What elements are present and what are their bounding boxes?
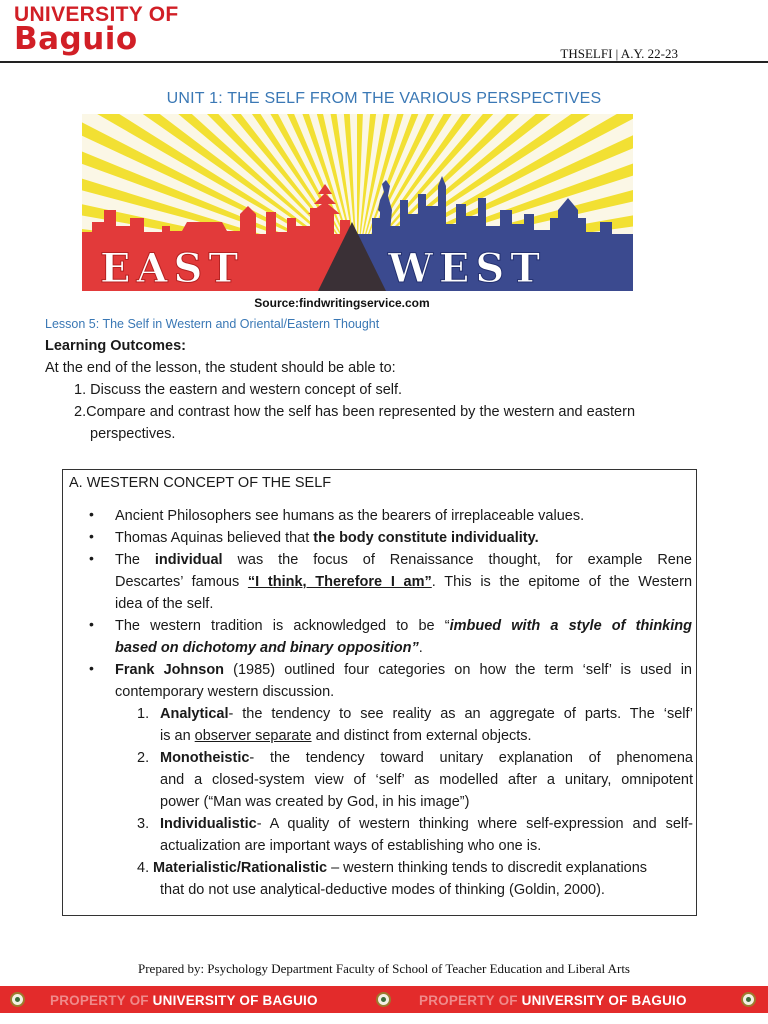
bullet-individual-line-3: idea of the self. — [115, 596, 214, 612]
banner-west-word: WEST — [388, 245, 547, 291]
image-source: Source:findwritingservice.com — [254, 296, 430, 310]
outcome-item-1: 1. Discuss the eastern and western concept of self. — [74, 382, 403, 398]
university-seal-icon — [10, 992, 25, 1007]
bullet-frank-johnson-line-2: contemporary western discussion. — [115, 684, 335, 700]
list-number: 1. — [137, 706, 150, 722]
bullet-ancient-philosophers: Ancient Philosophers see humans as the bearers of irreplaceable values. — [115, 508, 585, 524]
emphasis-text: the body constitute individuality. — [313, 530, 539, 546]
emphasis-text: imbued with a style of thinking — [449, 618, 692, 634]
category-monotheistic-line-1 — [160, 747, 693, 769]
bullet-icon: • — [89, 528, 94, 544]
bullet-individual-line-2 — [115, 571, 692, 593]
text-span: – western thinking tends to discredit explanations — [327, 860, 648, 876]
learning-outcomes-intro: At the end of the lesson, the student should be able to: — [45, 360, 396, 376]
western-concept-box — [62, 469, 697, 916]
footer-lit-text: UNIVERSITY OF BAGUIO — [152, 993, 318, 1008]
outcome-item-2-continued: perspectives. — [90, 426, 176, 442]
text-span: - the tendency toward unitary explanation of phenomena — [249, 750, 693, 766]
university-logo — [14, 4, 179, 55]
list-number: 4. — [137, 860, 150, 876]
text-span: - A quality of western thinking where self-expression and self- — [256, 816, 693, 832]
text-span: Thomas Aquinas believed that — [115, 530, 314, 546]
footer-dim-text: PROPERTY OF — [419, 993, 518, 1008]
bullet-icon: • — [89, 616, 94, 632]
east-west-banner — [82, 114, 633, 291]
text-span: Descartes’ famous — [115, 574, 248, 590]
bullet-individual-line-1 — [115, 549, 692, 571]
banner-east-word: EAST — [100, 245, 245, 291]
list-number: 3. — [137, 816, 150, 832]
unit-title: UNIT 1: THE SELF FROM THE VARIOUS PERSPECTIVES — [166, 90, 602, 107]
category-analytical-line-2 — [160, 725, 532, 747]
emphasis-text: Analytical — [160, 706, 229, 722]
bullet-western-tradition-line-1 — [115, 615, 692, 637]
course-code: THSELFI | A.Y. 22-23 — [560, 46, 678, 61]
category-materialistic-line-1 — [153, 857, 647, 879]
emphasis-text: based on dichotomy and binary opposition” — [115, 640, 419, 656]
text-span: is an — [160, 728, 195, 744]
emphasis-text: Materialistic/Rationalistic — [153, 860, 328, 876]
header-divider — [0, 61, 768, 63]
footer-lit-text: UNIVERSITY OF BAGUIO — [521, 993, 687, 1008]
emphasis-text: individual — [154, 552, 223, 568]
category-materialistic-line-2: that do not use analytical-deductive modes of thinking (Goldin, 2000). — [160, 882, 605, 898]
footer-label-right — [419, 993, 687, 1008]
category-individualistic-line-2: actualization are important ways of establishing who one is. — [160, 838, 542, 854]
logo-bottom-text: Baguio — [14, 21, 138, 57]
lesson-title: Lesson 5: The Self in Western and Oriental/Eastern Thought — [45, 317, 380, 331]
bullet-icon: • — [89, 506, 94, 522]
bullet-thomas-aquinas — [115, 527, 539, 549]
category-analytical-line-1 — [160, 703, 693, 725]
bullet-western-tradition-line-2 — [115, 637, 423, 659]
list-number: 2. — [137, 750, 150, 766]
category-monotheistic-line-2: and a closed-system view of ‘self’ as modelled after a unitary, omnipotent — [160, 772, 693, 788]
descartes-quote: “I think, Therefore I am” — [247, 574, 432, 590]
learning-outcomes-heading: Learning Outcomes: — [45, 338, 186, 354]
text-span: - the tendency to see reality as an aggregate of parts. The ‘self’ — [228, 706, 693, 722]
text-span: The western tradition is acknowledged to be “ — [115, 618, 450, 634]
footer-dim-text: PROPERTY OF — [50, 993, 149, 1008]
bullet-icon: • — [89, 660, 94, 676]
text-span: The — [115, 552, 155, 568]
text-span: was the focus of Renaissance thought, for example Rene — [222, 552, 693, 568]
prepared-by-note: Prepared by: Psychology Department Faculty of School of Teacher Education and Liberal Arts — [138, 961, 630, 976]
bullet-icon: • — [89, 550, 94, 566]
underlined-text: observer separate — [194, 728, 312, 744]
footer-label-left — [50, 993, 318, 1008]
text-span: (1985) outlined four categories on how the term ‘self’ is used in — [224, 662, 692, 678]
emphasis-text: Individualistic — [160, 816, 257, 832]
box-title: A. WESTERN CONCEPT OF THE SELF — [69, 475, 332, 491]
category-individualistic-line-1 — [160, 813, 693, 835]
text-span: . This is the epitome of the Western — [431, 574, 693, 590]
category-monotheistic-line-3: power (“Man was created by God, in his image”) — [160, 794, 470, 810]
outcome-item-2: 2.Compare and contrast how the self has been represented by the western and eastern — [74, 404, 636, 420]
banner-illustration — [82, 114, 633, 291]
university-seal-icon — [741, 992, 756, 1007]
text-span: and distinct from external objects. — [311, 728, 532, 744]
emphasis-text: Monotheistic — [160, 750, 250, 766]
bullet-frank-johnson-line-1 — [115, 659, 692, 681]
logo-top-text: UNIVERSITY OF — [14, 3, 179, 26]
text-span: . — [418, 640, 423, 656]
university-seal-icon — [376, 992, 391, 1007]
property-footer — [0, 986, 768, 1013]
emphasis-text: Frank Johnson — [115, 662, 225, 678]
